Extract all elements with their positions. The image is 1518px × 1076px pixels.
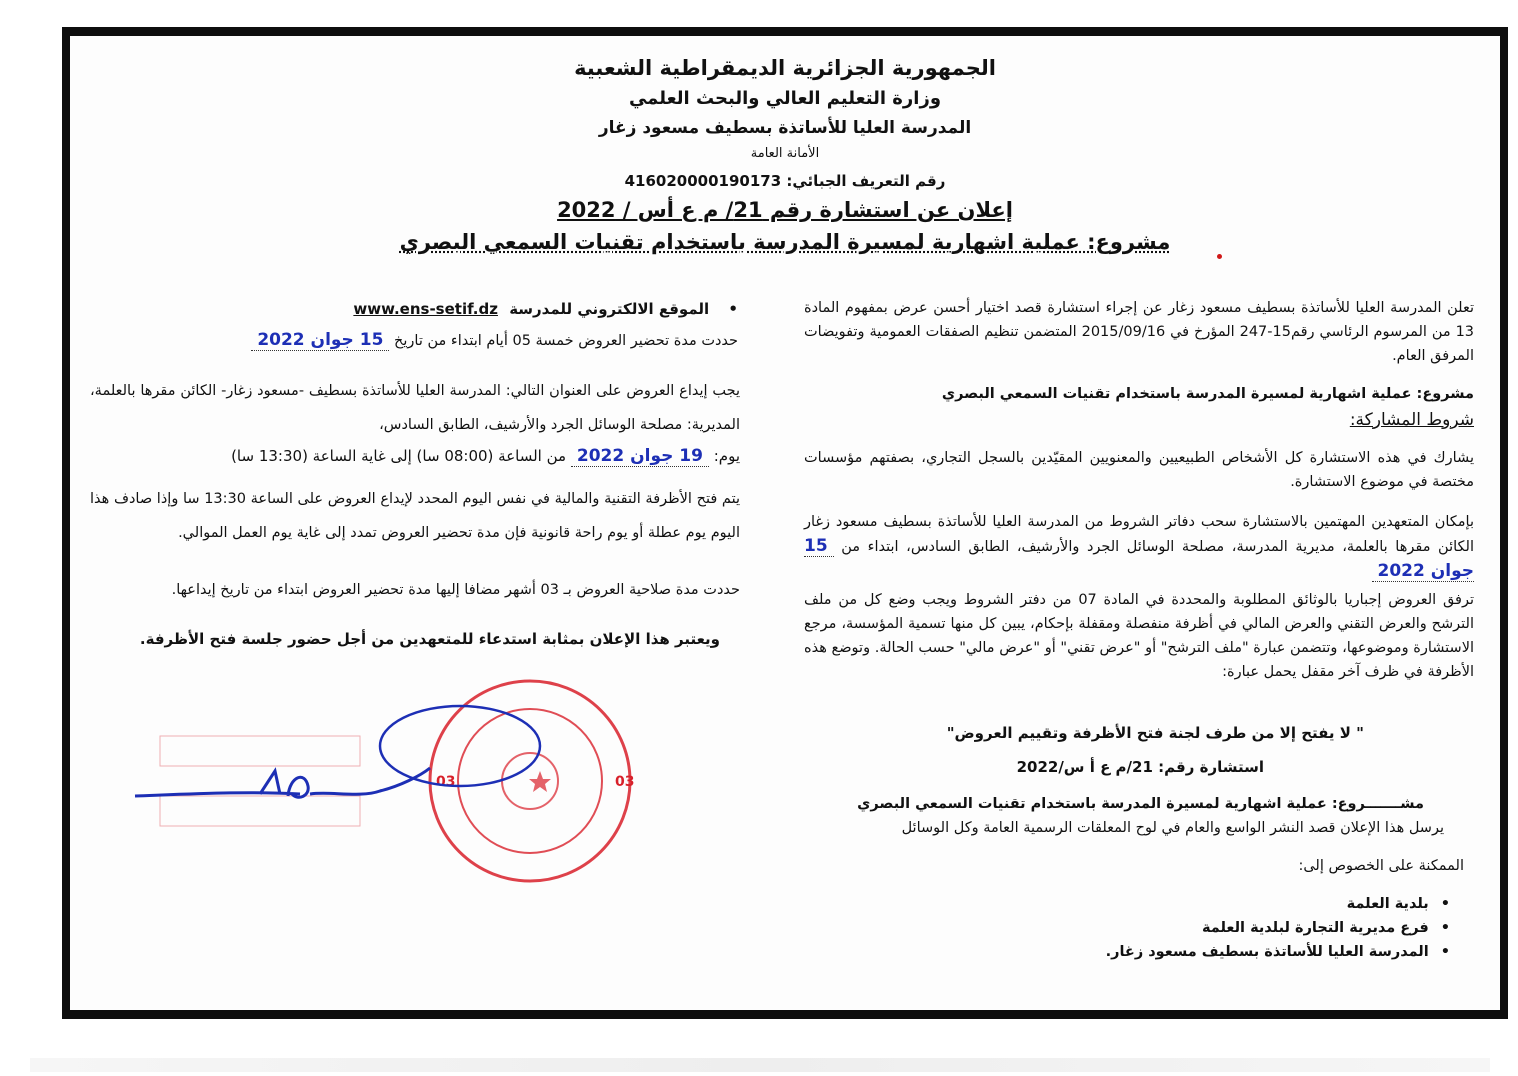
seal-number: 03 xyxy=(615,774,635,790)
final-note: ويعتبر هذا الإعلان بمثابة استدعاء للمتعهدين من أجل حضور جلسة فتح الأظرفة. xyxy=(139,630,720,648)
faded-stamp xyxy=(160,736,360,826)
project-line-2: مشـــــــروع: عملية اشهارية لمسيرة المدرسة باستخدام تقنيات السمعي البصري xyxy=(857,796,1424,812)
announcement-title: إعلان عن استشارة رقم 21/ م ع أس / 2022 xyxy=(557,198,1013,222)
duration-date: 15 جوان 2022 xyxy=(251,330,389,351)
secretariat-title: الأمانة العامة xyxy=(750,146,820,161)
document-page xyxy=(70,36,1500,1010)
list-item: •المدرسة العليا للأساتذة بسطيف مسعود زغار. xyxy=(1105,944,1450,960)
tax-id: رقم التعريف الجبائي: 416020000190173 xyxy=(624,172,946,190)
day-label: يوم: xyxy=(713,447,740,465)
hours-text: من الساعة (08:00 سا) إلى غاية الساعة (13:30 سا) xyxy=(231,447,567,465)
svg-text:03: 03 xyxy=(436,774,456,790)
participation-paragraph: يشارك في هذه الاستشارة كل الأشخاص الطبيعيين والمعنويين المقيّدين بالسجل التجاري، بصفتهم مؤسسات مختصة في موضوع الاستشارة. xyxy=(804,450,1474,490)
withdraw-date: 15 جوان 2022 xyxy=(804,536,1474,581)
official-seal xyxy=(430,681,634,881)
intro-paragraph: تعلن المدرسة العليا للأساتذة بسطيف مسعود زغار عن إجراء استشارة قصد اختيار أحسن عرض بمفهوم المادة 13 من المرسوم الرئاسي رقم15-247 المؤرخ في 2015/09/16 المتضمن تنظيم الصفقات العمومية وتفويضات المرفق العام. xyxy=(804,300,1475,364)
red-mark xyxy=(1217,254,1222,259)
possible-text: الممكنة على الخصوص إلى: xyxy=(1298,858,1464,874)
project-line: مشروع: عملية اشهارية لمسيرة المدرسة باستخدام تقنيات السمعي البصري xyxy=(941,386,1474,402)
validity-paragraph: حددت مدة صلاحية العروض بـ 03 أشهر مضافا إليها مدة تحضير العروض ابتداء من تاريخ إيداعها. xyxy=(171,582,740,598)
project-title: مشروع: عملية اشهارية لمسيرة المدرسة باستخدام تقنيات السمعي البصري xyxy=(399,230,1171,254)
school-title: المدرسة العليا للأساتذة بسطيف مسعود زغار xyxy=(598,118,972,138)
duration-text: حددت مدة تحضير العروض خمسة 05 أيام ابتداء من تاريخ xyxy=(394,333,738,349)
scan-edge xyxy=(30,1058,1490,1072)
ministry-title: وزارة التعليم العالي والبحث العلمي xyxy=(628,88,942,109)
envelope-quote: " لا يفتح إلا من طرف لجنة فتح الأظرفة وتقييم العروض" xyxy=(946,724,1364,742)
withdraw-paragraph xyxy=(804,510,1474,584)
list-item: •فرع مديرية التجارة لبلدية العلمة xyxy=(1201,920,1450,936)
day-line xyxy=(90,446,740,466)
publish-text: يرسل هذا الإعلان قصد النشر الواسع والعام في لوح المعلقات الرسمية العامة وكل الوسائل xyxy=(901,820,1444,836)
website-label: الموقع الالكتروني للمدرسة xyxy=(509,300,710,318)
withdraw-text: بإمكان المتعهدين المهتمين بالاستشارة سحب دفاتر الشروط من المدرسة العليا للأساتذة بسطيف مسعود زغار الكائن مقرها بالعلمة، مديرية المدرسة، مصلحة الوسائل الجرد والأرشيف، الطابق السادس، ابتداء من xyxy=(804,514,1475,555)
stamp-and-signature xyxy=(130,676,650,906)
recipients-list xyxy=(804,896,1450,968)
duration-line xyxy=(180,330,738,350)
consultation-number: استشارة رقم: 21/م ع أ س/2022 xyxy=(1016,758,1264,776)
website-line: • الموقع الالكتروني للمدرسة www.ens-setif.dz xyxy=(353,300,738,318)
deposit-paragraph: يجب إيداع العروض على العنوان التالي: المدرسة العليا للأساتذة بسطيف -مسعود زغار- الكائن مقرها بالعلمة، المديرية: مصلحة الوسائل الجرد والأرشيف، الطابق السادس، xyxy=(90,383,740,433)
conditions-title: شروط المشاركة: xyxy=(1349,410,1474,430)
day-date: 19 جوان 2022 xyxy=(571,446,709,467)
opening-paragraph: يتم فتح الأظرفة التقنية والمالية في نفس اليوم المحدد لإيداع العروض على الساعة 13:30 سا وإذا صادف هذا اليوم يوم عطلة أو يوم راحة قانونية فإن مدة تحضير العروض تمدد إلى غاية يوم العمل الموالي. xyxy=(90,491,740,541)
documents-paragraph: ترفق العروض إجباريا بالوثائق المطلوبة والمحددة في المادة 07 من دفتر الشروط ويجب وضع كل من ملف الترشح والعرض التقني والعرض المالي في أظرفة منفصلة ومقفلة بإحكام، يبين كل منها تسمية المؤسسة، مرجع الاستشارة وموضوعها، وتتضمن عبارة "ملف الترشح" أو "عرض تقني" أو "عرض مالي" حسب الحالة. وتوضع هذه الأظرفة في ظرف آخر مقفل يحمل عبارة: xyxy=(804,592,1474,680)
website-url[interactable]: www.ens-setif.dz xyxy=(353,300,498,318)
signature xyxy=(135,706,540,797)
list-item: •بلدية العلمة xyxy=(1346,896,1450,912)
republic-title: الجمهورية الجزائرية الديمقراطية الشعبية xyxy=(574,56,996,80)
